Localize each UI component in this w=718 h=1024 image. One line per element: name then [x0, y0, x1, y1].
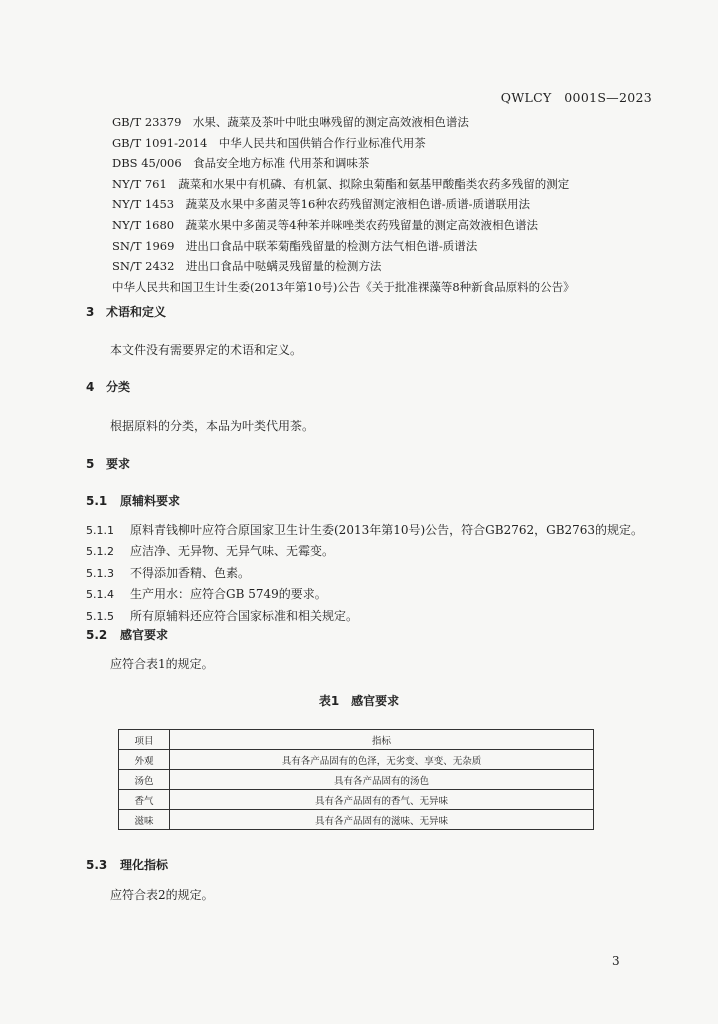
table-cell: 具有各产品固有的色泽，无劣变、享变、无杂质 — [170, 750, 594, 770]
normative-references-list — [112, 112, 672, 297]
reference-item: GB/T 23379 水果、蔬菜及茶叶中吡虫啉残留的测定高效液相色谱法 — [112, 115, 469, 129]
table-cell: 香气 — [119, 790, 170, 810]
raw-material-requirements-list — [86, 520, 643, 627]
requirement-item: 5.1.1 原料青钱柳叶应符合原国家卫生计生委(2013年第10号)公告，符合GB2762，GB2763的规定。 — [86, 523, 644, 537]
reference-item: NY/T 1453 蔬菜及水果中多菌灵等16种农药残留测定液相色谱-质谱-质谱联用法 — [112, 197, 531, 212]
table-cell: 具有各产品固有的滋味、无异味 — [170, 810, 594, 830]
reference-item: SN/T 2432 进出口食品中哒螨灵残留量的检测方法 — [112, 259, 382, 274]
reference-item: NY/T 761 蔬菜和水果中有机磷、有机氯、拟除虫菊酯和氨基甲酸酯类农药多残留的测定 — [112, 176, 570, 191]
section-heading-5-3: 5.3 理化指标 — [86, 858, 169, 872]
table-header-row — [119, 730, 594, 750]
reference-item: GB/T 1091-2014 中华人民共和国供销合作行业标准代用茶 — [112, 135, 426, 150]
table-header-cell: 项目 — [119, 730, 170, 750]
table-header-cell: 指标 — [170, 730, 594, 750]
section-heading-5-2: 5.2 感官要求 — [86, 628, 169, 642]
section-heading-5-1: 5.1 原辅料要求 — [86, 494, 181, 508]
section-3-text: 本文件没有需要界定的术语和定义。 — [110, 343, 303, 357]
requirement-item: 5.1.2 应洁净、无异物、无异气味、无霉变。 — [86, 544, 335, 559]
table-cell: 具有各产品固有的汤色 — [170, 770, 594, 790]
sensory-requirements-table — [118, 729, 594, 830]
reference-item: DBS 45/006 食品安全地方标准 代用茶和调味茶 — [112, 156, 370, 171]
reference-item: 中华人民共和国卫生计生委(2013年第10号)公告《关于批准裸藻等8种新食品原料的公告》 — [112, 279, 575, 294]
section-heading-3: 3 术语和定义 — [86, 305, 167, 319]
table-1-title: 表1 感官要求 — [318, 694, 400, 708]
section-heading-5: 5 要求 — [86, 457, 131, 471]
reference-item: NY/T 1680 蔬菜水果中多菌灵等4种苯并咪唑类农药残留量的测定高效液相色谱法 — [112, 217, 538, 232]
table-cell: 汤色 — [119, 770, 170, 790]
table-row — [119, 810, 594, 830]
table-cell: 具有各产品固有的香气、无异味 — [170, 790, 594, 810]
requirement-item: 5.1.4 生产用水：应符合GB 5749的要求。 — [86, 587, 327, 602]
table-cell: 外观 — [119, 750, 170, 770]
section-heading-4: 4 分类 — [86, 380, 131, 394]
section-4-text: 根据原料的分类，本品为叶类代用茶。 — [110, 419, 315, 433]
table-row — [119, 790, 594, 810]
requirement-item: 5.1.3 不得添加香精、色素。 — [86, 565, 251, 580]
document-code: QWLCY 0001S—2023 — [500, 90, 652, 105]
requirement-item: 5.1.5 所有原辅料还应符合国家标准和相关规定。 — [86, 608, 359, 623]
table-row — [119, 770, 594, 790]
reference-item: SN/T 1969 进出口食品中联苯菊酯残留量的检测方法气相色谱-质谱法 — [112, 238, 478, 253]
table-row — [119, 750, 594, 770]
section-5-2-text: 应符合表1的规定。 — [110, 657, 214, 671]
section-5-3-text: 应符合表2的规定。 — [110, 888, 214, 902]
table-cell: 滋味 — [119, 810, 170, 830]
page-number: 3 — [612, 954, 620, 968]
